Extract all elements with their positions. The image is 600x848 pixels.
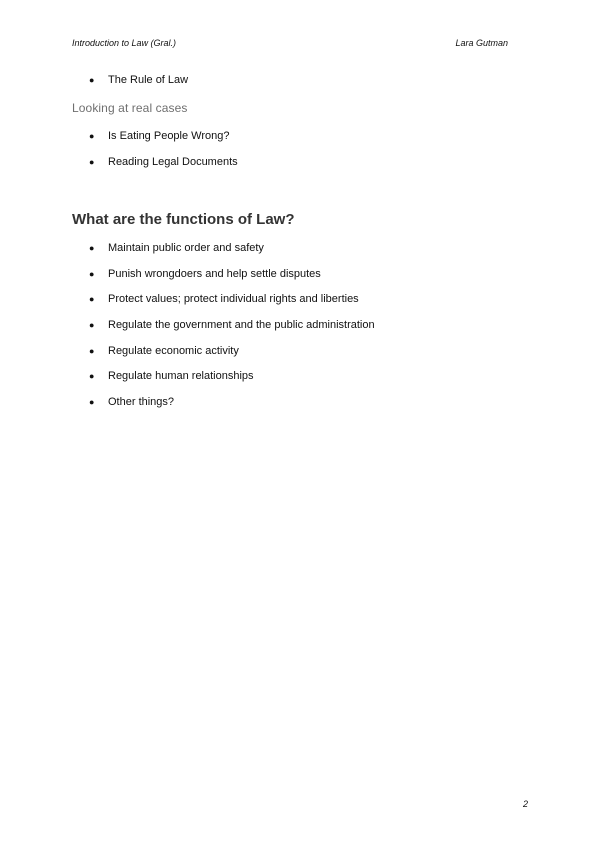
- list-item: ● Regulate the government and the public administration: [72, 318, 528, 332]
- list-item: ● Regulate economic activity: [72, 344, 528, 358]
- list-item: ● Protect values; protect individual rights and liberties: [72, 292, 528, 306]
- section-heading: What are the functions of Law?: [72, 211, 295, 228]
- list-item: ● Maintain public order and safety: [72, 241, 528, 255]
- course-title: Introduction to Law (Gral.): [72, 38, 177, 48]
- page-header: [72, 38, 528, 48]
- top-bullet-list: [72, 73, 528, 87]
- list-item: ● Regulate human relationships: [72, 369, 528, 383]
- author-name: Lara Gutman: [455, 38, 508, 48]
- page-number: 2: [522, 799, 528, 809]
- list-item: ● Is Eating People Wrong?: [72, 129, 528, 143]
- cases-bullet-list: [72, 129, 528, 181]
- list-item: ● The Rule of Law: [72, 73, 528, 87]
- functions-bullet-list: [72, 241, 528, 421]
- list-item: ● Other things?: [72, 395, 528, 409]
- list-item: ● Reading Legal Documents: [72, 155, 528, 169]
- list-item: ● Punish wrongdoers and help settle disputes: [72, 267, 528, 281]
- subheading: Looking at real cases: [72, 101, 188, 115]
